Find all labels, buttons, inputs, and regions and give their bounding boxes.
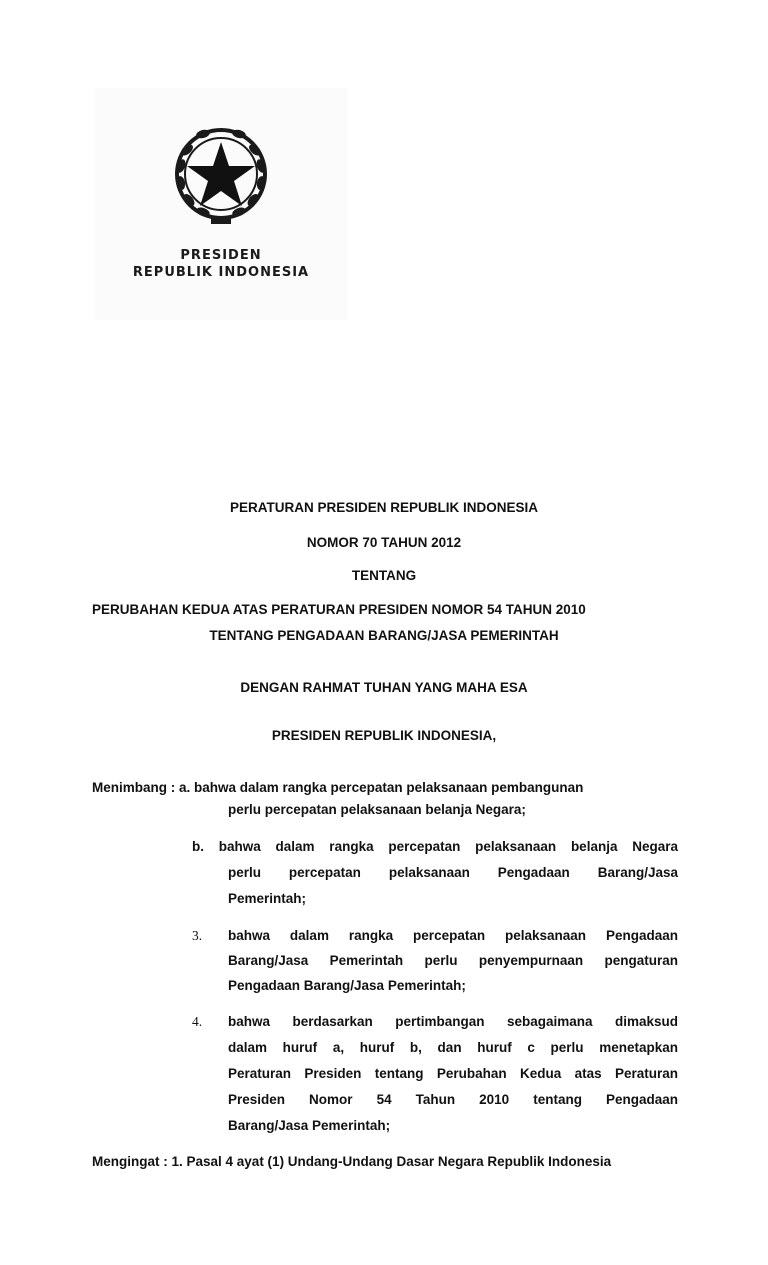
menimbang-b-line2: perlu percepatan pelaksanaan Pengadaan Barang/Jasa	[228, 865, 678, 880]
emblem-label-presiden: PRESIDEN	[180, 248, 262, 263]
menimbang-d-line3: Peraturan Presiden tentang Perubahan Kedua atas Peraturan	[228, 1066, 678, 1081]
document-subject-line1: PERUBAHAN KEDUA ATAS PERATURAN PRESIDEN NOMOR 54 TAHUN 2010	[92, 602, 586, 617]
menimbang-d-line5: Barang/Jasa Pemerintah;	[228, 1118, 391, 1133]
menimbang-a-line1: Menimbang : a. bahwa dalam rangka percepatan pelaksanaan pembangunan	[92, 780, 584, 795]
menimbang-b-line3: Pemerintah;	[228, 891, 307, 906]
garuda-star-emblem-icon	[167, 120, 275, 232]
menimbang-c-marker: 3.	[192, 928, 203, 943]
document-president: PRESIDEN REPUBLIK INDONESIA,	[271, 728, 497, 743]
menimbang-c-line1: bahwa dalam rangka percepatan pelaksanaan Pengadaan	[228, 928, 678, 943]
document-about: TENTANG	[351, 568, 417, 583]
document-number: NOMOR 70 TAHUN 2012	[306, 535, 462, 550]
menimbang-d-line4: Presiden Nomor 54 Tahun 2010 tentang Pengadaan	[228, 1092, 678, 1107]
menimbang-d-line2: dalam huruf a, huruf b, dan huruf c perlu menetapkan	[228, 1040, 678, 1055]
emblem-area	[95, 88, 347, 320]
menimbang-b-line1: b. bahwa dalam rangka percepatan pelaksanaan belanja Negara	[192, 839, 678, 854]
menimbang-c-line2: Barang/Jasa Pemerintah perlu penyempurnaan pengaturan	[228, 953, 678, 968]
menimbang-d-marker: 4.	[192, 1014, 203, 1029]
menimbang-a-line2: perlu percepatan pelaksanaan belanja Negara;	[228, 802, 526, 817]
menimbang-d-line1: bahwa berdasarkan pertimbangan sebagaimana dimaksud	[228, 1014, 678, 1029]
emblem-label-republik: REPUBLIK INDONESIA	[132, 265, 310, 280]
document-blessing: DENGAN RAHMAT TUHAN YANG MAHA ESA	[240, 680, 528, 695]
menimbang-c-line3: Pengadaan Barang/Jasa Pemerintah;	[228, 978, 466, 993]
mengingat-line1: Mengingat : 1. Pasal 4 ayat (1) Undang-Undang Dasar Negara Republik Indonesia	[92, 1154, 612, 1169]
document-title: PERATURAN PRESIDEN REPUBLIK INDONESIA	[229, 500, 539, 515]
document-subject-line2: TENTANG PENGADAAN BARANG/JASA PEMERINTAH	[209, 628, 559, 643]
